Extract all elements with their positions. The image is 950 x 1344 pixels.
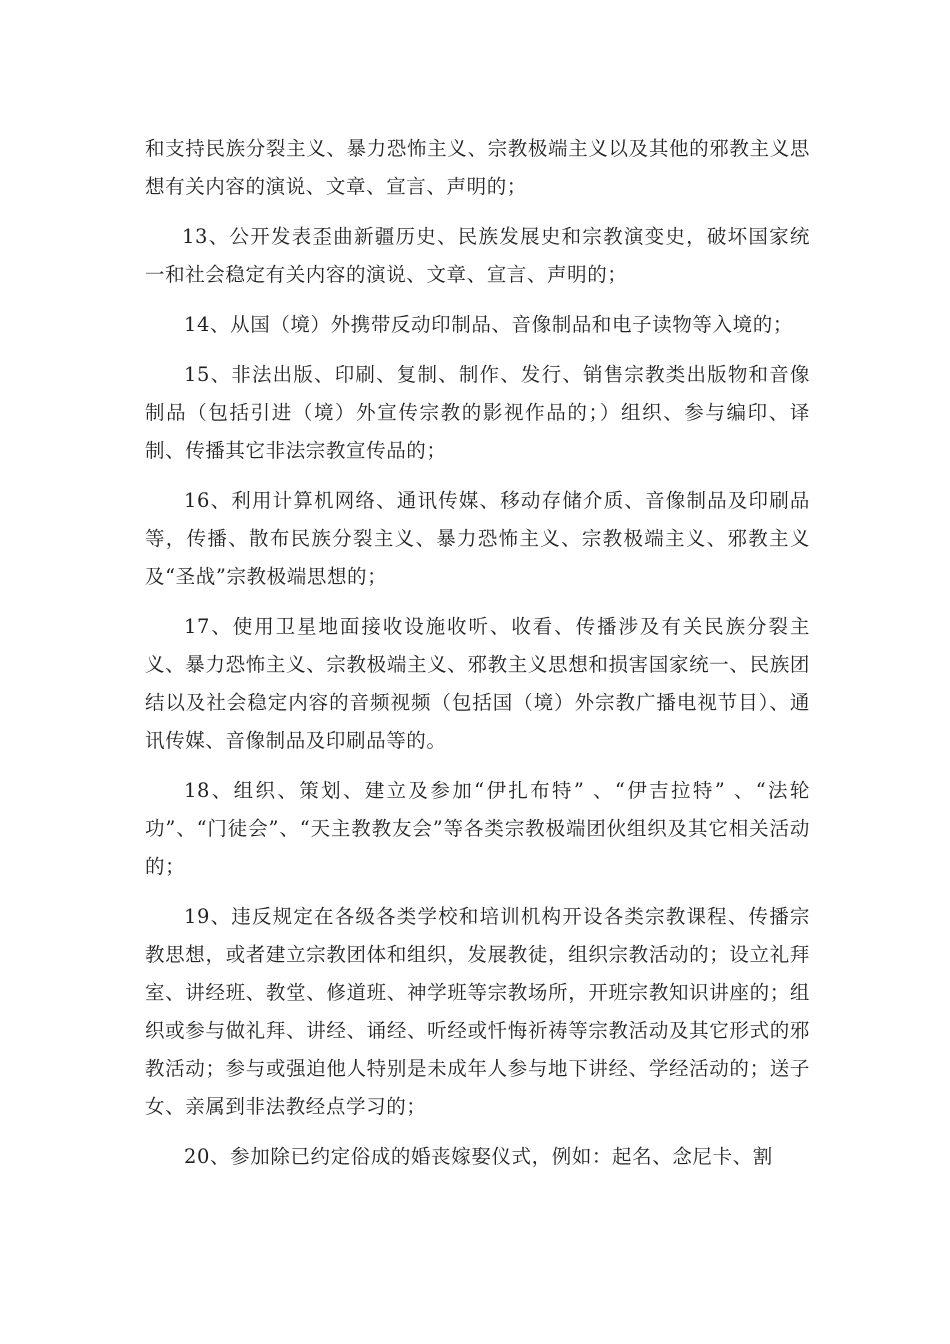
paragraph-item-20: 20、参加除已约定俗成的婚丧嫁娶仪式，例如：起名、念尼卡、割 [184,1145,773,1168]
paragraph-item-13: 13、公开发表歪曲新疆历史、民族发展史和宗教演变史，破坏国家统一和社会稳定有关内容的演说、文章、宣言、声明的； [145,225,810,286]
paragraph-item-15: 15、非法出版、印刷、复制、制作、发行、销售宗教类出版物和音像制品（包括引进（境）外宣传宗教的影视作品的；）组织、参与编印、译制、传播其它非法宗教宣传品的； [145,363,810,462]
paragraph-item-18: 18、组织、策划、建立及参加“伊扎布特” 、“伊吉拉特” 、“法轮功”、“门徒会”、“天主教教友会”等各类宗教极端团伙组织及其它相关活动的； [145,779,810,878]
paragraph-item-14: 14、从国（境）外携带反动印制品、音像制品和电子读物等入境的； [184,313,793,336]
paragraph-item-17: 17、使用卫星地面接收设施收听、收看、传播涉及有关民族分裂主义、暴力恐怖主义、宗教极端主义、邪教主义思想和损害国家统一、民族团结以及社会稳定内容的音频视频（包括国（境）外宗教广播电视节目）、通讯传媒、音像制品及印刷品等的。 [145,615,810,752]
document-body [145,130,810,1188]
paragraph-continuation: 和支持民族分裂主义、暴力恐怖主义、宗教极端主义以及其他的邪教主义思想有关内容的演说、文章、宣言、声明的； [145,137,810,198]
paragraph-item-19: 19、违反规定在各级各类学校和培训机构开设各类宗教课程、传播宗教思想，或者建立宗教团体和组织，发展教徒，组织宗教活动的；设立礼拜室、讲经班、教堂、修道班、神学班等宗教场所，开班宗教知识讲座的；组织或参与做礼拜、讲经、诵经、听经或忏悔祈祷等宗教活动及其它形式的邪教活动；参与或强迫他人特别是未成年人参与地下讲经、学经活动的；送子女、亲属到非法教经点学习的； [145,905,810,1118]
paragraph-item-16: 16、利用计算机网络、通讯传媒、移动存储介质、音像制品及印刷品等，传播、散布民族分裂主义、暴力恐怖主义、宗教极端主义、邪教主义及“圣战”宗教极端思想的； [145,489,810,588]
